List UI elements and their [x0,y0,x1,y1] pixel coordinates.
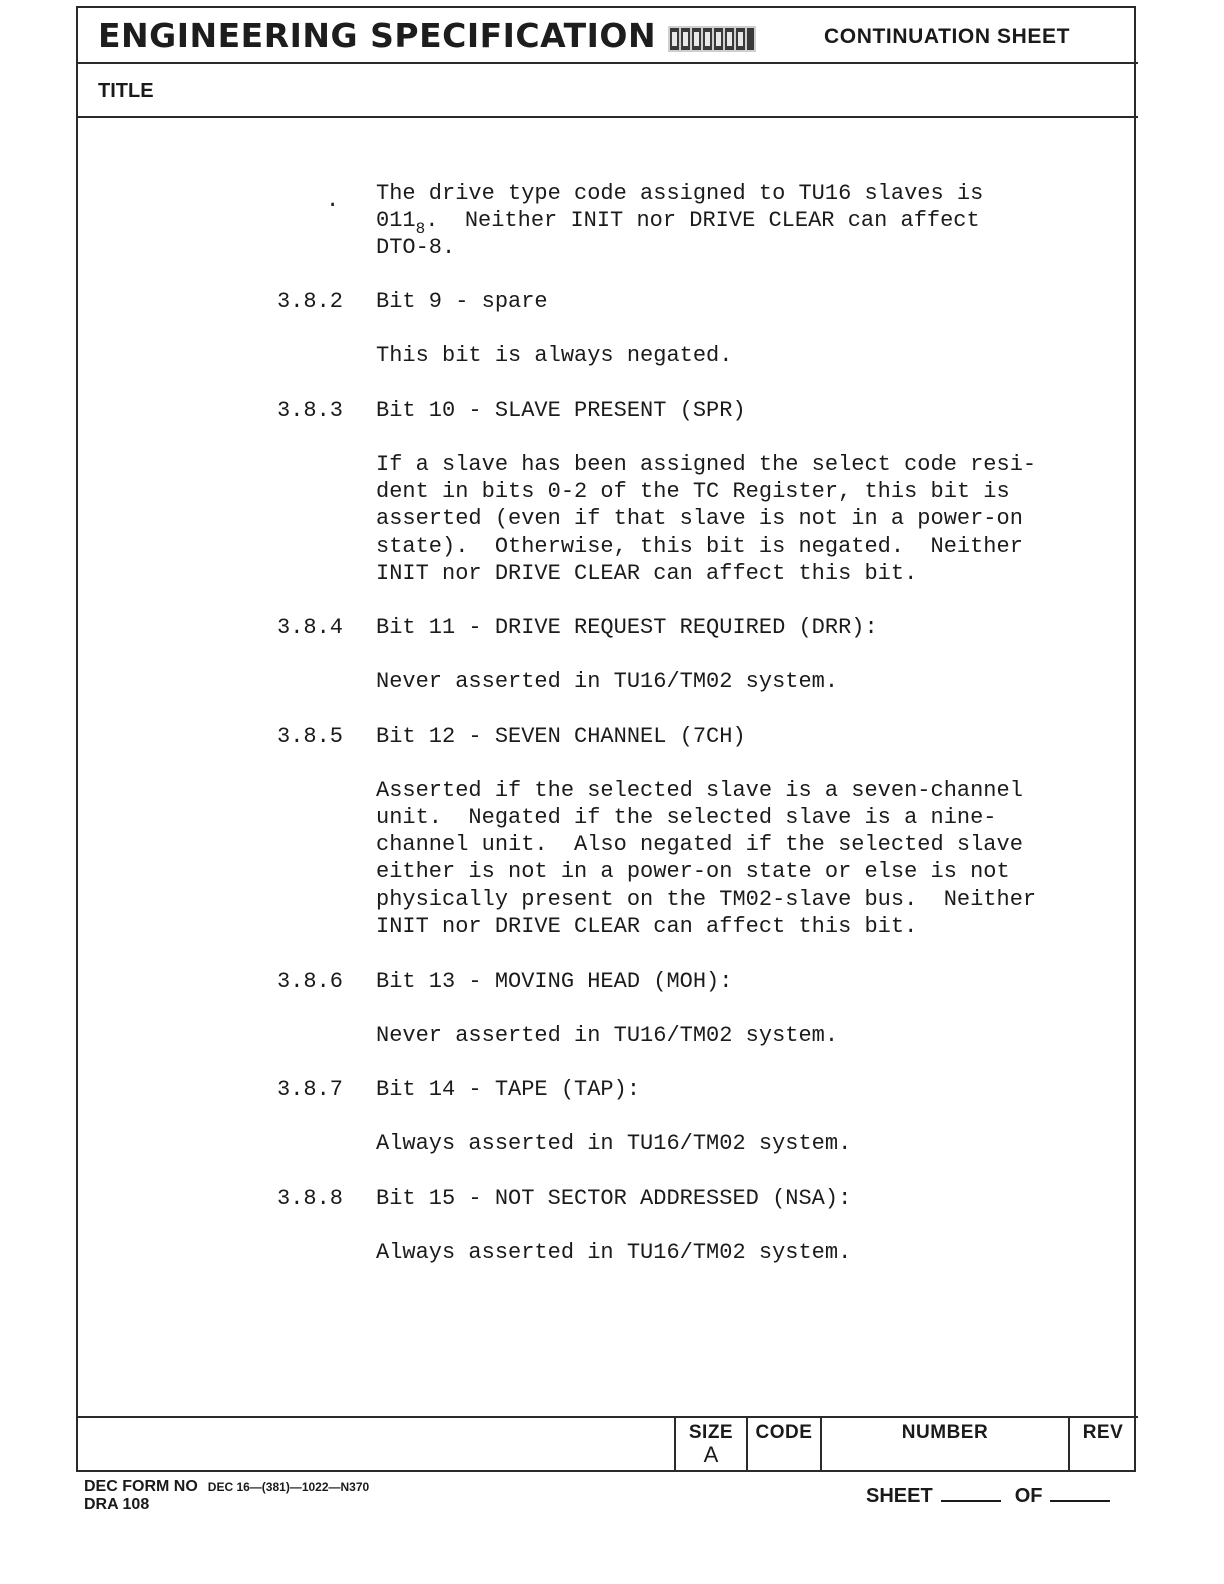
section-number: 3.8.3 [277,398,344,423]
form-no-label: DEC FORM NO [84,1478,198,1495]
of-blank [1050,1484,1110,1502]
section-heading: Bit 11 - DRIVE REQUEST REQUIRED (DRR): [376,615,878,640]
section-number: 3.8.2 [277,289,344,314]
header-row [76,6,1138,64]
intro-line-2 [376,207,980,236]
section-body-line: If a slave has been assigned the select code resi- [376,452,1037,477]
section-heading: Bit 9 - spare [376,289,548,314]
section-body-line: Never asserted in TU16/TM02 system. [376,669,839,694]
section-heading: Bit 15 - NOT SECTOR ADDRESSED (NSA): [376,1186,852,1211]
section-body-line: Asserted if the selected slave is a seven-channel [376,778,1023,803]
rev-label: REV [1082,1422,1124,1443]
rev-cell [1068,1418,1136,1472]
title-block [76,1416,1138,1472]
intro-line-1: The drive type code assigned to TU16 slaves is [376,181,984,206]
continuation-sheet-label: CONTINUATION SHEET [824,25,1071,48]
title-label: TITLE [98,80,154,102]
sheet-of [866,1484,1110,1508]
section-heading: Bit 12 - SEVEN CHANNEL (7CH) [376,724,746,749]
intro-line-3: DTO-8. [376,235,456,260]
section-body-line: dent in bits 0-2 of the TC Register, this bit is [376,479,1010,504]
section-body-line: Never asserted in TU16/TM02 system. [376,1023,839,1048]
section-heading: Bit 10 - SLAVE PRESENT (SPR) [376,398,746,423]
section-number: 3.8.4 [277,615,344,640]
section-body-line: either is not in a power-on state or else is not [376,859,1010,884]
section-body-line: physically present on the TM02-slave bus. Neither [376,887,1037,912]
sheet-blank [941,1484,1001,1502]
section-body-line: state). Otherwise, this bit is negated. Neither [376,534,1023,559]
section-body-line: INIT nor DRIVE CLEAR can affect this bit. [376,561,918,586]
section-body-line: Always asserted in TU16/TM02 system. [376,1131,852,1156]
section-body-line: This bit is always negated. [376,343,733,368]
code-cell [746,1418,820,1472]
section-number: 3.8.5 [277,724,344,749]
number-label: NUMBER [901,1422,989,1443]
section-body-line: unit. Negated if the selected slave is a nine- [376,805,997,830]
section-body-line: channel unit. Also negated if the selected slave [376,832,1023,857]
section-number: 3.8.6 [277,969,344,994]
section-heading: Bit 13 - MOVING HEAD (MOH): [376,969,733,994]
section-heading: Bit 14 - TAPE (TAP): [376,1077,641,1102]
size-label: SIZE [688,1422,734,1443]
intro-subscript: 8 [415,220,426,238]
form-code: DEC 16—(381)—1022—N370 [207,1480,370,1494]
size-value: A [703,1442,719,1467]
section-body-line: INIT nor DRIVE CLEAR can affect this bit. [376,914,918,939]
sheet-label: SHEET [866,1485,933,1507]
number-cell [820,1418,1068,1472]
code-label: CODE [755,1422,813,1443]
digital-logo-icon [668,26,756,52]
title-row [76,64,1138,118]
size-cell [674,1418,746,1472]
spec-title: ENGINEERING SPECIFICATION [98,16,657,55]
form-info [84,1478,369,1514]
section-body-line: Always asserted in TU16/TM02 system. [376,1240,852,1265]
bullet-dot: . [326,188,340,213]
section-number: 3.8.7 [277,1077,344,1102]
intro-code: 011 [376,208,416,233]
dra-label: DRA 108 [84,1496,150,1513]
of-label: OF [1014,1485,1043,1507]
section-body-line: asserted (even if that slave is not in a power-on [376,506,1023,531]
section-number: 3.8.8 [277,1186,344,1211]
intro-line-2-rest: . Neither INIT nor DRIVE CLEAR can affect [425,208,980,233]
